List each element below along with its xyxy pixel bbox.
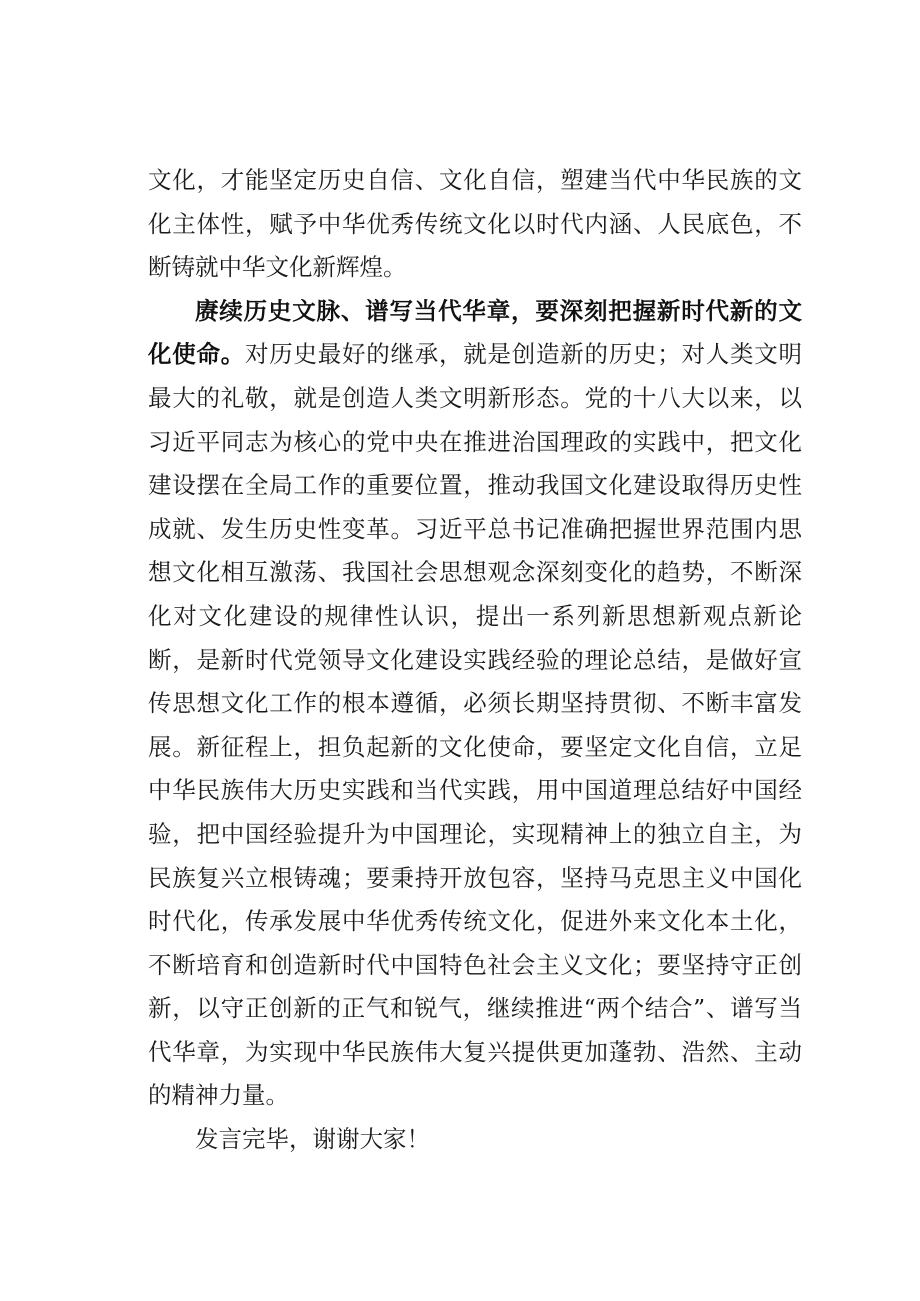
paragraph-continuation xyxy=(148,159,802,290)
closing-remark: 发言完毕，谢谢大家！ xyxy=(195,1125,430,1154)
paragraph-text: 文化，才能坚定历史自信、文化自信，塑建当代中华民族的文化主体性，赋予中华优秀传统文化以时代内涵、人民底色，不断铸就中华文化新辉煌。 xyxy=(148,166,802,282)
document-body xyxy=(148,159,802,1162)
paragraph-text: 对历史最好的继承，就是创造新的历史；对人类文明最大的礼敬，就是创造人类文明新形态。党的十八大以来，以习近平同志为核心的党中央在推进治国理政的实践中，把文化建设摆在全局工作的重要位置，推动我国文化建设取得历史性成就、发生历史性变革。习近平总书记准确把握世界范围内思想文化相互激荡、我国社会思想观念深刻变化的趋势，不断深化对文化建设的规律性认识，提出一系列新思想新观点新论断，是新时代党领导文化建设实践经验的理论总结，是做好宣传思想文化工作的根本遵循，必须长期坚持贯彻、不断丰富发展。新征程上，担负起新的文化使命，要坚定文化自信，立足中华民族伟大历史实践和当代实践，用中国道理总结好中国经验，把中国经验提升为中国理论，实现精神上的独立自主，为民族复兴立根铸魂；要秉持开放包容，坚持马克思主义中国化时代化，传承发展中华优秀传统文化，促进外来文化本土化，不断培育和创造新时代中国特色社会主义文化；要坚持守正创新，以守正创新的正气和锐气，继续推进“两个结合”、谱写当代华章，为实现中华民族伟大复兴提供更加蓬勃、浩然、主动的精神力量。 xyxy=(148,340,802,1110)
paragraph-lead-sentence: 赓续历史文脉、谱写当代华章，要深刻把握新时代新的文化使命。 xyxy=(148,296,802,369)
paragraph-cultural-mission xyxy=(148,290,802,1118)
